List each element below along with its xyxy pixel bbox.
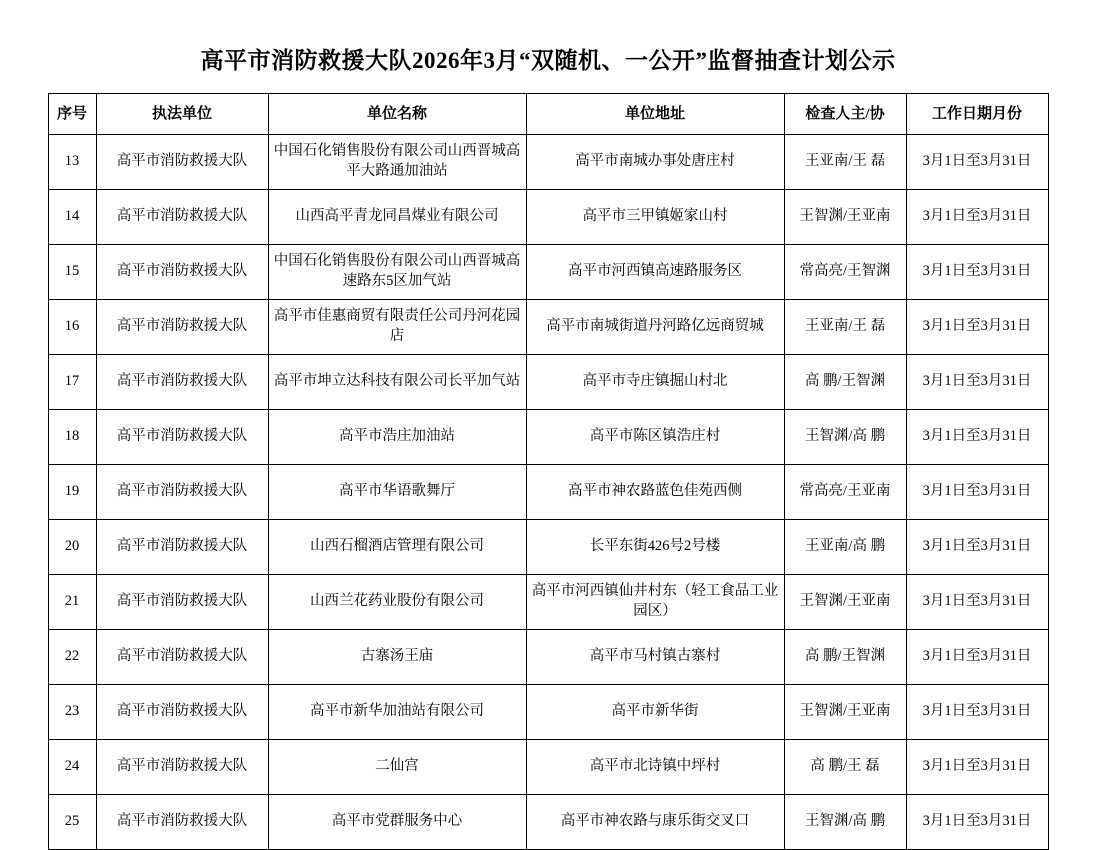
cell-inspectors-text: 王智渊/王亚南 bbox=[799, 208, 891, 225]
cell-work-period-text: 3月1日至3月31日 bbox=[922, 593, 1032, 610]
cell-entity-address bbox=[526, 520, 784, 575]
cell-enforcement-unit bbox=[96, 410, 268, 465]
cell-inspectors bbox=[784, 520, 906, 575]
cell-work-period-text: 3月1日至3月31日 bbox=[922, 428, 1032, 445]
cell-entity-address-text: 高平市陈区镇浩庄村 bbox=[589, 428, 721, 445]
cell-entity-name-text: 古寨汤王庙 bbox=[360, 648, 434, 665]
cell-inspectors-text: 王亚南/王 磊 bbox=[804, 153, 886, 170]
table-row bbox=[48, 465, 1048, 520]
cell-inspectors bbox=[784, 740, 906, 795]
cell-enforcement-unit-text: 高平市消防救援大队 bbox=[116, 373, 248, 390]
cell-work-period bbox=[906, 245, 1048, 300]
cell-enforcement-unit-text: 高平市消防救援大队 bbox=[116, 208, 248, 225]
cell-entity-name bbox=[268, 190, 526, 245]
cell-entity-name bbox=[268, 410, 526, 465]
cell-index-text: 14 bbox=[64, 208, 80, 225]
cell-index bbox=[48, 795, 96, 850]
cell-work-period-text: 3月1日至3月31日 bbox=[922, 703, 1032, 720]
cell-work-period-text: 3月1日至3月31日 bbox=[922, 263, 1032, 280]
cell-entity-name bbox=[268, 520, 526, 575]
cell-enforcement-unit-text: 高平市消防救援大队 bbox=[116, 263, 248, 280]
cell-inspectors-text: 王智渊/王亚南 bbox=[799, 593, 891, 610]
cell-index bbox=[48, 740, 96, 795]
cell-entity-name bbox=[268, 300, 526, 355]
cell-entity-address bbox=[526, 795, 784, 850]
cell-inspectors bbox=[784, 355, 906, 410]
cell-entity-name bbox=[268, 795, 526, 850]
cell-entity-address bbox=[526, 300, 784, 355]
cell-enforcement-unit-text: 高平市消防救援大队 bbox=[116, 538, 248, 555]
cell-entity-name-text: 高平市坤立达科技有限公司长平加气站 bbox=[273, 373, 521, 390]
cell-entity-address-text: 高平市新华街 bbox=[611, 703, 699, 720]
table-row bbox=[48, 135, 1048, 190]
column-header-inspectors: 检查人主/协 bbox=[784, 94, 906, 135]
cell-inspectors-text: 常高亮/王亚南 bbox=[799, 483, 891, 500]
cell-inspectors bbox=[784, 575, 906, 630]
cell-index bbox=[48, 630, 96, 685]
cell-entity-address bbox=[526, 685, 784, 740]
table-row bbox=[48, 795, 1048, 850]
cell-index-text: 17 bbox=[64, 373, 80, 390]
cell-enforcement-unit bbox=[96, 135, 268, 190]
cell-enforcement-unit bbox=[96, 190, 268, 245]
cell-index-text: 15 bbox=[64, 263, 80, 280]
table-row bbox=[48, 300, 1048, 355]
cell-entity-address bbox=[526, 190, 784, 245]
cell-entity-name-text: 高平市新华加油站有限公司 bbox=[310, 703, 484, 720]
page-title: 高平市消防救援大队2026年3月“双随机、一公开”监督抽查计划公示 bbox=[200, 48, 896, 73]
cell-work-period-text: 3月1日至3月31日 bbox=[922, 648, 1032, 665]
cell-enforcement-unit-text: 高平市消防救援大队 bbox=[116, 153, 248, 170]
cell-entity-address-text: 高平市神农路与康乐街交叉口 bbox=[560, 813, 750, 830]
table-row bbox=[48, 245, 1048, 300]
cell-inspectors-text: 高 鹏/王智渊 bbox=[804, 648, 886, 665]
cell-entity-address-text: 长平东街426号2号楼 bbox=[589, 538, 721, 555]
cell-enforcement-unit bbox=[96, 740, 268, 795]
cell-work-period-text: 3月1日至3月31日 bbox=[922, 208, 1032, 225]
cell-enforcement-unit-text: 高平市消防救援大队 bbox=[116, 703, 248, 720]
cell-entity-name-text: 高平市浩庄加油站 bbox=[339, 428, 455, 445]
cell-inspectors-text: 常高亮/王智渊 bbox=[799, 263, 891, 280]
cell-entity-name bbox=[268, 355, 526, 410]
cell-inspectors-text: 王智渊/王亚南 bbox=[799, 703, 891, 720]
cell-index bbox=[48, 410, 96, 465]
inspection-plan-table bbox=[48, 93, 1049, 850]
cell-work-period bbox=[906, 465, 1048, 520]
cell-entity-name bbox=[268, 135, 526, 190]
cell-entity-name bbox=[268, 630, 526, 685]
cell-enforcement-unit bbox=[96, 520, 268, 575]
column-header-entity-name: 单位名称 bbox=[268, 94, 526, 135]
cell-inspectors-text: 王亚南/高 鹏 bbox=[804, 538, 886, 555]
cell-index bbox=[48, 135, 96, 190]
table-row bbox=[48, 740, 1048, 795]
cell-inspectors bbox=[784, 300, 906, 355]
cell-entity-address bbox=[526, 135, 784, 190]
cell-inspectors bbox=[784, 135, 906, 190]
cell-work-period bbox=[906, 795, 1048, 850]
cell-entity-name-text: 山西石榴酒店管理有限公司 bbox=[310, 538, 484, 555]
cell-index-text: 19 bbox=[64, 483, 80, 500]
table-row bbox=[48, 520, 1048, 575]
cell-index-text: 20 bbox=[64, 538, 80, 555]
cell-index-text: 22 bbox=[64, 648, 80, 665]
cell-index bbox=[48, 575, 96, 630]
cell-entity-name bbox=[268, 465, 526, 520]
cell-enforcement-unit bbox=[96, 630, 268, 685]
cell-enforcement-unit-text: 高平市消防救援大队 bbox=[116, 428, 248, 445]
cell-entity-address-text: 高平市河西镇仙井村东（轻工食品工业园区） bbox=[531, 583, 779, 619]
cell-index bbox=[48, 685, 96, 740]
table-row bbox=[48, 410, 1048, 465]
cell-work-period bbox=[906, 300, 1048, 355]
cell-entity-name-text: 中国石化销售股份有限公司山西晋城高速路东5区加气站 bbox=[273, 253, 521, 289]
cell-index-text: 24 bbox=[64, 758, 80, 775]
cell-inspectors-text: 高 鹏/王 磊 bbox=[810, 758, 880, 775]
cell-entity-address-text: 高平市北诗镇中坪村 bbox=[589, 758, 721, 775]
cell-enforcement-unit-text: 高平市消防救援大队 bbox=[116, 813, 248, 830]
cell-entity-name-text: 山西高平青龙同昌煤业有限公司 bbox=[295, 208, 499, 225]
cell-entity-address bbox=[526, 740, 784, 795]
cell-index-text: 18 bbox=[64, 428, 80, 445]
cell-inspectors bbox=[784, 630, 906, 685]
cell-index bbox=[48, 300, 96, 355]
table-row bbox=[48, 355, 1048, 410]
cell-work-period bbox=[906, 740, 1048, 795]
table-row bbox=[48, 630, 1048, 685]
cell-work-period-text: 3月1日至3月31日 bbox=[922, 483, 1032, 500]
cell-entity-address-text: 高平市马村镇古寨村 bbox=[589, 648, 721, 665]
table-header bbox=[48, 94, 1048, 135]
cell-work-period bbox=[906, 630, 1048, 685]
cell-inspectors bbox=[784, 685, 906, 740]
table-header-row bbox=[48, 94, 1048, 135]
cell-work-period-text: 3月1日至3月31日 bbox=[922, 373, 1032, 390]
cell-enforcement-unit-text: 高平市消防救援大队 bbox=[116, 758, 248, 775]
column-header-entity-address: 单位地址 bbox=[526, 94, 784, 135]
cell-entity-address bbox=[526, 630, 784, 685]
cell-entity-name-text: 高平市华语歌舞厅 bbox=[339, 483, 455, 500]
cell-inspectors-text: 王智渊/高 鹏 bbox=[804, 813, 886, 830]
cell-index bbox=[48, 465, 96, 520]
cell-index-text: 25 bbox=[64, 813, 80, 830]
cell-entity-address bbox=[526, 410, 784, 465]
cell-enforcement-unit bbox=[96, 795, 268, 850]
cell-entity-name-text: 高平市佳惠商贸有限责任公司丹河花园店 bbox=[273, 308, 521, 344]
cell-inspectors-text: 王亚南/王 磊 bbox=[804, 318, 886, 335]
cell-entity-name bbox=[268, 685, 526, 740]
cell-work-period-text: 3月1日至3月31日 bbox=[922, 153, 1032, 170]
cell-entity-name bbox=[268, 575, 526, 630]
cell-inspectors-text: 王智渊/高 鹏 bbox=[804, 428, 886, 445]
cell-inspectors bbox=[784, 465, 906, 520]
cell-enforcement-unit bbox=[96, 300, 268, 355]
table-body bbox=[48, 135, 1048, 850]
cell-entity-name-text: 高平市党群服务中心 bbox=[331, 813, 463, 830]
cell-work-period bbox=[906, 135, 1048, 190]
cell-index bbox=[48, 520, 96, 575]
cell-entity-address-text: 高平市神农路蓝色佳苑西侧 bbox=[568, 483, 742, 500]
cell-work-period bbox=[906, 190, 1048, 245]
cell-work-period bbox=[906, 685, 1048, 740]
cell-index-text: 16 bbox=[64, 318, 80, 335]
cell-entity-name bbox=[268, 740, 526, 795]
cell-entity-name-text: 二仙宫 bbox=[375, 758, 419, 775]
cell-entity-address-text: 高平市南城办事处唐庄村 bbox=[575, 153, 735, 170]
cell-entity-address bbox=[526, 245, 784, 300]
cell-index-text: 13 bbox=[64, 153, 80, 170]
cell-enforcement-unit bbox=[96, 355, 268, 410]
cell-enforcement-unit bbox=[96, 465, 268, 520]
table-row bbox=[48, 575, 1048, 630]
cell-entity-address bbox=[526, 575, 784, 630]
cell-inspectors bbox=[784, 190, 906, 245]
cell-entity-name bbox=[268, 245, 526, 300]
cell-entity-address-text: 高平市河西镇高速路服务区 bbox=[568, 263, 742, 280]
cell-entity-name-text: 山西兰花药业股份有限公司 bbox=[310, 593, 484, 610]
cell-entity-address-text: 高平市寺庄镇掘山村北 bbox=[582, 373, 728, 390]
cell-enforcement-unit bbox=[96, 245, 268, 300]
cell-work-period-text: 3月1日至3月31日 bbox=[922, 318, 1032, 335]
column-header-enforcement-unit: 执法单位 bbox=[96, 94, 268, 135]
cell-enforcement-unit bbox=[96, 685, 268, 740]
cell-index bbox=[48, 190, 96, 245]
cell-inspectors bbox=[784, 795, 906, 850]
cell-index bbox=[48, 245, 96, 300]
cell-index bbox=[48, 355, 96, 410]
cell-enforcement-unit-text: 高平市消防救援大队 bbox=[116, 648, 248, 665]
cell-work-period bbox=[906, 410, 1048, 465]
cell-work-period bbox=[906, 520, 1048, 575]
column-header-index: 序号 bbox=[48, 94, 96, 135]
cell-entity-name-text: 中国石化销售股份有限公司山西晋城高平大路通加油站 bbox=[273, 143, 521, 179]
cell-inspectors-text: 高 鹏/王智渊 bbox=[804, 373, 886, 390]
cell-work-period-text: 3月1日至3月31日 bbox=[922, 758, 1032, 775]
cell-work-period bbox=[906, 575, 1048, 630]
cell-enforcement-unit-text: 高平市消防救援大队 bbox=[116, 318, 248, 335]
table-row bbox=[48, 685, 1048, 740]
cell-enforcement-unit-text: 高平市消防救援大队 bbox=[116, 593, 248, 610]
cell-index-text: 23 bbox=[64, 703, 80, 720]
cell-work-period bbox=[906, 355, 1048, 410]
cell-entity-address-text: 高平市三甲镇姬家山村 bbox=[582, 208, 728, 225]
cell-inspectors bbox=[784, 410, 906, 465]
cell-work-period-text: 3月1日至3月31日 bbox=[922, 813, 1032, 830]
cell-entity-address bbox=[526, 355, 784, 410]
cell-entity-address bbox=[526, 465, 784, 520]
cell-work-period-text: 3月1日至3月31日 bbox=[922, 538, 1032, 555]
cell-entity-address-text: 高平市南城街道丹河路亿远商贸城 bbox=[546, 318, 764, 335]
cell-inspectors bbox=[784, 245, 906, 300]
table-row bbox=[48, 190, 1048, 245]
cell-enforcement-unit-text: 高平市消防救援大队 bbox=[116, 483, 248, 500]
cell-enforcement-unit bbox=[96, 575, 268, 630]
column-header-work-period: 工作日期月份 bbox=[906, 94, 1048, 135]
cell-index-text: 21 bbox=[64, 593, 80, 610]
